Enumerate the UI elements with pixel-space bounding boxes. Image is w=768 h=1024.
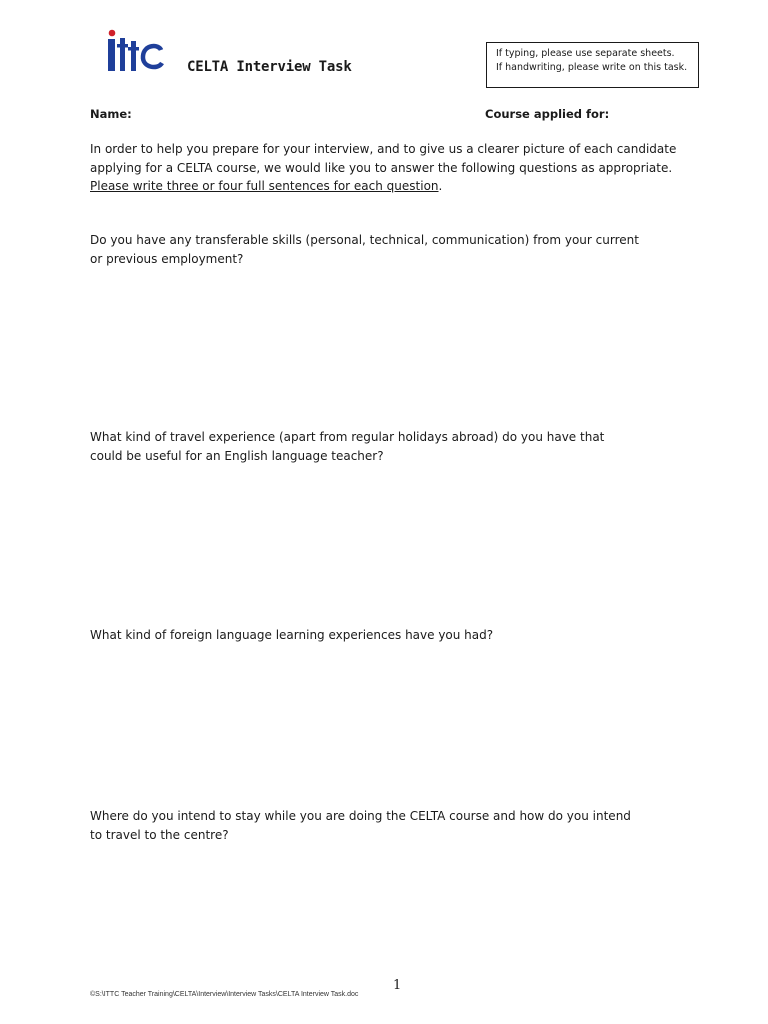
course-applied-label: Course applied for:	[485, 107, 610, 121]
instructions-note-box	[486, 42, 699, 88]
question-1-line-2: or previous employment?	[90, 251, 244, 266]
question-2-line-1: What kind of travel experience (apart from regular holidays abroad) do you have that	[90, 430, 605, 444]
page-number: 1	[393, 978, 402, 993]
intro-underlined-instruction: Please write three or four full sentences for each question	[90, 179, 439, 193]
intro-line-3	[90, 177, 700, 196]
note-line-handwriting: If handwriting, please write on this task.	[496, 62, 688, 73]
name-label: Name:	[90, 107, 132, 121]
intro-period: .	[438, 179, 443, 193]
question-4-line-1: Where do you intend to stay while you are doing the CELTA course and how do you intend	[90, 809, 631, 823]
question-4-line-2: to travel to the centre?	[90, 827, 229, 842]
question-language-learning	[90, 626, 690, 645]
question-3-line-1: What kind of foreign language learning experiences have you had?	[90, 628, 494, 642]
question-accommodation-travel	[90, 807, 690, 844]
question-transferable-skills	[90, 231, 690, 268]
footer-file-path: ©S:\ITTC Teacher Training\CELTA\Interview\Interview Tasks\CELTA Interview Task.doc	[90, 991, 359, 998]
question-travel-experience	[90, 428, 690, 465]
question-2-line-2: could be useful for an English language teacher?	[90, 448, 384, 463]
note-line-typing: If typing, please use separate sheets.	[496, 48, 675, 59]
intro-line-2: applying for a CELTA course, we would like you to answer the following questions as appropriate.	[90, 160, 673, 175]
intro-line-1: In order to help you prepare for your interview, and to give us a clearer picture of each candidate	[90, 142, 677, 156]
document-title: CELTA Interview Task	[187, 59, 352, 75]
question-1-line-1: Do you have any transferable skills (personal, technical, communication) from your current	[90, 233, 639, 247]
ittc-logo-mark	[103, 28, 169, 76]
intro-paragraph	[90, 140, 700, 196]
ittc-logo	[103, 28, 169, 76]
